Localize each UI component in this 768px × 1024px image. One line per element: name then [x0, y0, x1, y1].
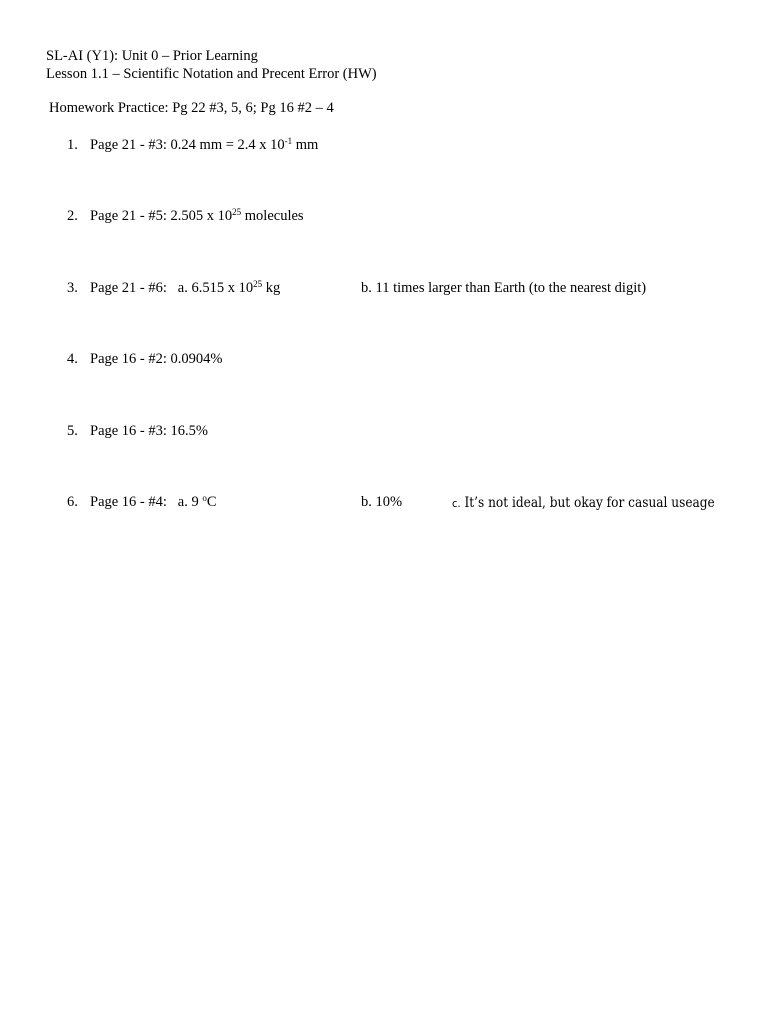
- answer-5: Page 16 - #3: 16.5%: [90, 423, 208, 439]
- answer-3-text: Page 21 - #6: a. 6.515 x 10: [90, 280, 254, 296]
- answer-6-degree: o: [202, 493, 207, 504]
- answer-6-text: Page 16 - #4: a. 9: [90, 494, 203, 510]
- answer-2-number: 2.: [67, 208, 78, 224]
- answer-3: [90, 281, 280, 296]
- answer-5-number: 5.: [67, 423, 78, 439]
- answer-6-part-c-label: c.: [452, 497, 461, 510]
- answer-4: Page 16 - #2: 0.0904%: [90, 351, 223, 367]
- answer-2-text: Page 21 - #5: 2.505 x 10: [90, 208, 233, 224]
- answer-1-unit: mm: [292, 137, 319, 153]
- answer-6-part-c-text: It’s not ideal, but okay for casual useage: [460, 495, 715, 511]
- answer-6-part-b: b. 10%: [361, 494, 403, 510]
- answer-1: [90, 138, 318, 153]
- answer-6-unit: C: [206, 494, 217, 510]
- answer-2-exponent: 25: [232, 207, 242, 218]
- answer-6-part-c: [452, 496, 744, 511]
- answer-1-text: Page 21 - #3: 0.24 mm = 2.4 x 10: [90, 137, 285, 153]
- answer-3-exponent: 25: [253, 279, 263, 290]
- answer-1-exponent: -1: [284, 136, 293, 147]
- homework-practice: Homework Practice: Pg 22 #3, 5, 6; Pg 16 #2 – 4: [49, 100, 334, 116]
- answer-6-number: 6.: [67, 494, 78, 510]
- course-title: SL-AI (Y1): Unit 0 – Prior Learning: [46, 48, 258, 64]
- answer-1-number: 1.: [67, 137, 78, 153]
- answer-6: [90, 495, 217, 510]
- answer-2: [90, 209, 304, 224]
- answer-3-part-b: b. 11 times larger than Earth (to the nearest digit): [361, 280, 647, 296]
- answer-3-number: 3.: [67, 280, 78, 296]
- answer-2-unit: molecules: [241, 208, 304, 224]
- lesson-title: Lesson 1.1 – Scientific Notation and Precent Error (HW): [46, 66, 377, 82]
- answer-3-unit: kg: [262, 280, 281, 296]
- answer-4-number: 4.: [67, 351, 78, 367]
